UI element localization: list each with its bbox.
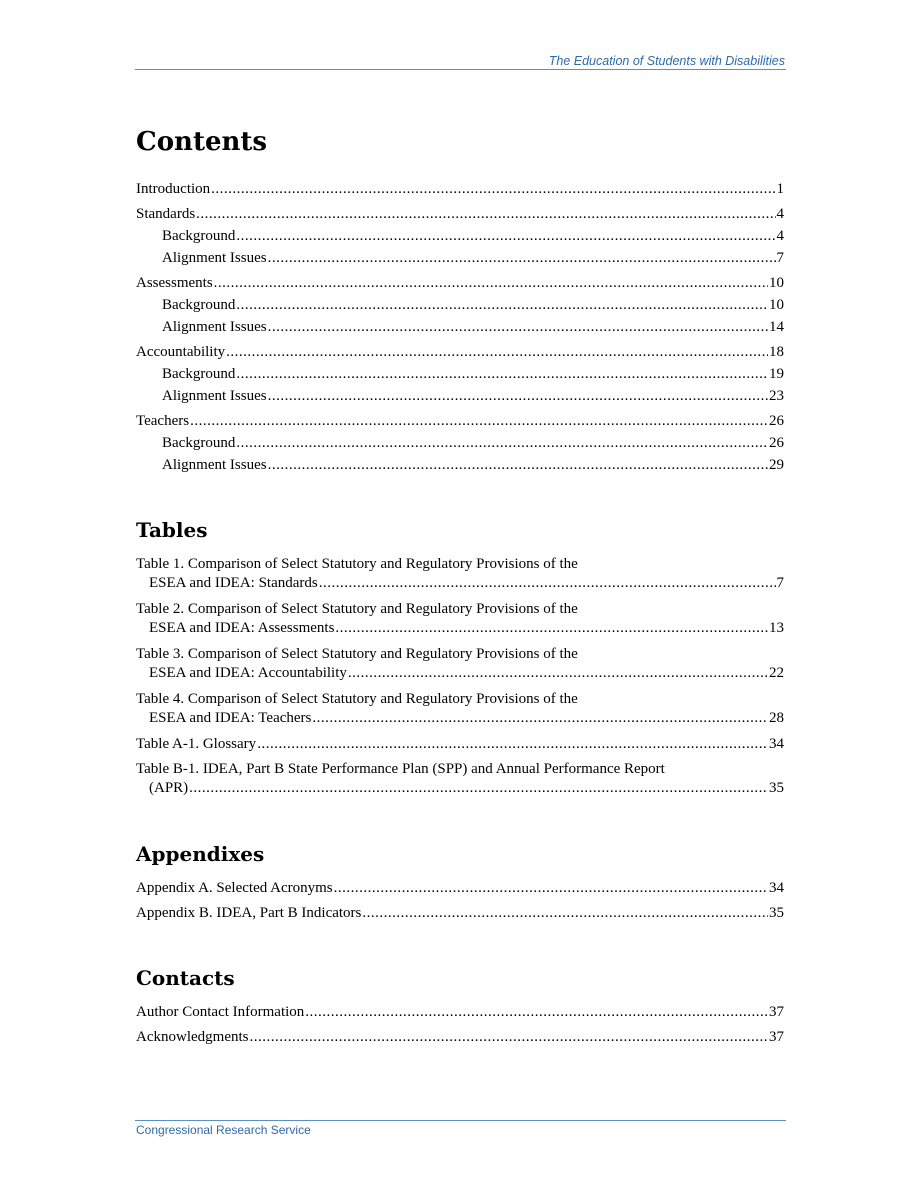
- toc-entry-page: 7: [776, 575, 784, 591]
- toc-entry-label: Alignment Issues: [162, 388, 267, 404]
- toc-entry-appendix-b[interactable]: [136, 904, 784, 923]
- toc-entry-label: Table 1. Comparison of Select Statutory and Regulatory Provisions of the: [136, 556, 578, 572]
- dot-leader: [348, 664, 768, 683]
- toc-entry-teachers-background[interactable]: [136, 434, 784, 453]
- toc-page: [136, 126, 784, 1053]
- dot-leader: [305, 1003, 768, 1022]
- toc-entry-page: 29: [769, 457, 784, 473]
- toc-entry-page: 13: [769, 620, 784, 636]
- toc-entry-label: Table 2. Comparison of Select Statutory and Regulatory Provisions of the: [136, 601, 578, 617]
- dot-leader: [335, 619, 768, 638]
- toc-entry-page: 10: [769, 275, 784, 291]
- running-footer: Congressional Research Service: [136, 1123, 311, 1137]
- dot-leader: [257, 735, 768, 754]
- toc-entry-label: Accountability: [136, 344, 226, 360]
- toc-entry-label: Assessments: [136, 275, 213, 291]
- toc-entry-page: 26: [769, 413, 784, 429]
- contents-heading: Contents: [136, 127, 268, 157]
- toc-entry-label-continued: ESEA and IDEA: Assessments: [149, 620, 335, 636]
- toc-entry-label: Standards: [136, 206, 196, 222]
- toc-entry-label: Table B-1. IDEA, Part B State Performance Plan (SPP) and Annual Performance Report: [136, 761, 665, 777]
- dot-leader: [236, 227, 775, 246]
- toc-entry-teachers[interactable]: [136, 412, 784, 431]
- dot-leader: [268, 456, 768, 475]
- toc-entry-accountability-alignment[interactable]: [136, 387, 784, 406]
- dot-leader: [334, 879, 768, 898]
- dot-leader: [236, 434, 768, 453]
- contacts-list: [136, 1003, 784, 1047]
- toc-entry-page: 26: [769, 435, 784, 451]
- toc-entry-appendix-a[interactable]: [136, 879, 784, 898]
- toc-entry-teachers-alignment[interactable]: [136, 456, 784, 475]
- dot-leader: [268, 387, 768, 406]
- toc-entry-acknowledgments[interactable]: [136, 1028, 784, 1047]
- dot-leader: [211, 180, 775, 199]
- toc-entry-label: Author Contact Information: [136, 1004, 305, 1020]
- toc-entry-label: Table A-1. Glossary: [136, 736, 257, 752]
- header-rule: [135, 69, 786, 70]
- toc-entry-page: 22: [769, 665, 784, 681]
- dot-leader: [268, 249, 776, 268]
- dot-leader: [362, 904, 768, 923]
- dot-leader: [190, 412, 768, 431]
- dot-leader: [236, 296, 768, 315]
- toc-entry-label: Introduction: [136, 181, 211, 197]
- dot-leader: [189, 779, 768, 798]
- toc-entry-label: Background: [162, 297, 236, 313]
- dot-leader: [236, 365, 768, 384]
- toc-entry-page: 4: [776, 206, 784, 222]
- toc-entry-label: Table 4. Comparison of Select Statutory and Regulatory Provisions of the: [136, 691, 578, 707]
- toc-entry-assessments[interactable]: [136, 274, 784, 293]
- footer-rule: [135, 1120, 786, 1121]
- dot-leader: [226, 343, 768, 362]
- toc-entry-page: 35: [769, 780, 784, 796]
- toc-entry-label-continued: ESEA and IDEA: Teachers: [149, 710, 312, 726]
- toc-entry-standards-alignment[interactable]: [136, 249, 784, 268]
- toc-entry-label: Appendix A. Selected Acronyms: [136, 880, 333, 896]
- toc-entry-page: 10: [769, 297, 784, 313]
- toc-entry-label: Background: [162, 366, 236, 382]
- toc-entry-page: 18: [769, 344, 784, 360]
- toc-entry-page: 4: [776, 228, 784, 244]
- toc-entry-standards-background[interactable]: [136, 227, 784, 246]
- toc-entry-page: 23: [769, 388, 784, 404]
- toc-entry-label: Appendix B. IDEA, Part B Indicators: [136, 905, 362, 921]
- contacts-heading: Contacts: [136, 966, 235, 990]
- toc-entry-page: 19: [769, 366, 784, 382]
- dot-leader: [196, 205, 775, 224]
- toc-entry-label: Table 3. Comparison of Select Statutory and Regulatory Provisions of the: [136, 646, 578, 662]
- toc-entry-page: 34: [769, 736, 784, 752]
- toc-entry-label-continued: ESEA and IDEA: Standards: [149, 575, 318, 591]
- dot-leader: [268, 318, 768, 337]
- toc-entry-page: 1: [776, 181, 784, 197]
- dot-leader: [312, 709, 768, 728]
- toc-entry-table-a1[interactable]: [136, 735, 784, 754]
- appendixes-list: [136, 879, 784, 923]
- tables-list: [136, 555, 784, 798]
- toc-entry-label-continued: ESEA and IDEA: Accountability: [149, 665, 347, 681]
- toc-entry-standards[interactable]: [136, 205, 784, 224]
- running-header: The Education of Students with Disabilities: [548, 54, 785, 68]
- toc-entry-label-continued: (APR): [149, 780, 189, 796]
- toc-entry-table-2[interactable]: [136, 600, 784, 638]
- toc-entry-page: 7: [776, 250, 784, 266]
- toc-entry-label: Acknowledgments: [136, 1029, 249, 1045]
- toc-entry-accountability-background[interactable]: [136, 365, 784, 384]
- toc-entry-label: Alignment Issues: [162, 457, 267, 473]
- toc-entry-page: 14: [769, 319, 784, 335]
- toc-entry-assessments-background[interactable]: [136, 296, 784, 315]
- toc-entry-author-contact[interactable]: [136, 1003, 784, 1022]
- toc-entry-label: Alignment Issues: [162, 250, 267, 266]
- toc-entry-table-3[interactable]: [136, 645, 784, 683]
- toc-entry-page: 37: [769, 1029, 784, 1045]
- toc-entry-accountability[interactable]: [136, 343, 784, 362]
- dot-leader: [249, 1028, 768, 1047]
- toc-entry-assessments-alignment[interactable]: [136, 318, 784, 337]
- toc-entry-introduction[interactable]: [136, 180, 784, 199]
- toc-entry-table-b1[interactable]: [136, 760, 784, 798]
- toc-entry-page: 37: [769, 1004, 784, 1020]
- dot-leader: [214, 274, 768, 293]
- dot-leader: [319, 574, 776, 593]
- toc-entry-label: Background: [162, 435, 236, 451]
- toc-entry-table-1[interactable]: [136, 555, 784, 593]
- toc-entry-page: 34: [769, 880, 784, 896]
- toc-entry-label: Background: [162, 228, 236, 244]
- toc-entry-page: 28: [769, 710, 784, 726]
- toc-entry-page: 35: [769, 905, 784, 921]
- tables-heading: Tables: [136, 518, 208, 542]
- toc-entry-table-4[interactable]: [136, 690, 784, 728]
- toc-entry-label: Teachers: [136, 413, 190, 429]
- contents-list: [136, 180, 784, 475]
- toc-entry-label: Alignment Issues: [162, 319, 267, 335]
- appendixes-heading: Appendixes: [136, 842, 265, 866]
